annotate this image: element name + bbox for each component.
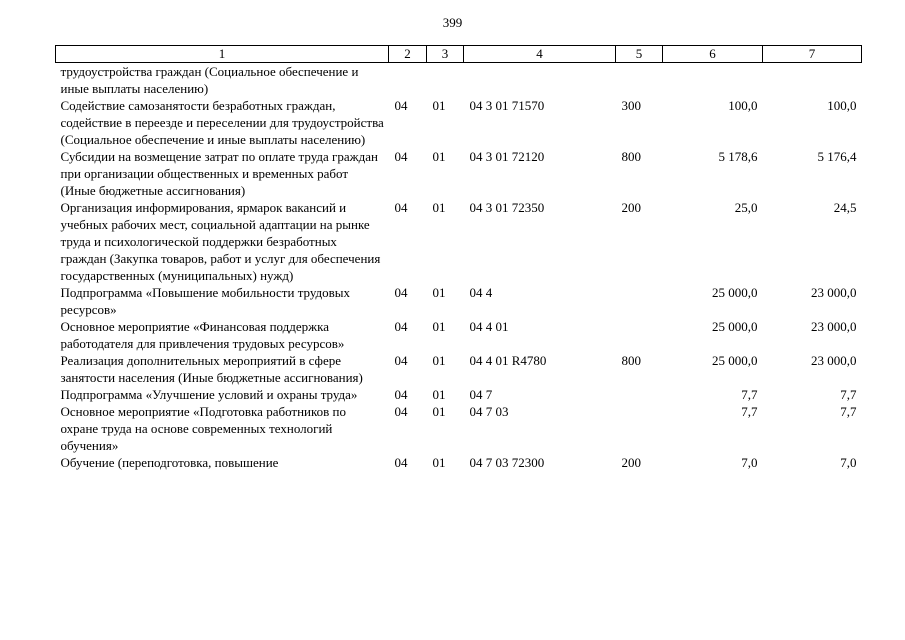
column-header: 5 (616, 46, 663, 63)
table-row (56, 63, 862, 98)
column-header: 1 (56, 46, 389, 63)
expense-type-cell (616, 318, 663, 352)
section-cell: 04 (394, 319, 408, 334)
column-header: 6 (663, 46, 763, 63)
target-article-cell: 04 4 (469, 285, 493, 300)
section-cell: 04 (394, 149, 408, 164)
table-row (56, 199, 862, 284)
amount-year1-cell: 7,7 (741, 404, 758, 419)
item-name-cell: Содействие самозанятости безработных граждан, содействие в переезде и переселении для трудоустройства (Социальное обеспечение и иные выплаты населению) (60, 98, 384, 147)
expense-type-cell (616, 63, 663, 98)
target-article-cell (464, 63, 616, 98)
subsection-cell: 01 (432, 200, 446, 215)
budget-table (55, 45, 862, 471)
amount-year2-cell: 23 000,0 (811, 285, 857, 300)
subsection-cell: 01 (432, 285, 446, 300)
column-header: 3 (427, 46, 464, 63)
expense-type-cell: 200 (621, 200, 641, 215)
amount-year2-cell: 24,5 (833, 200, 857, 215)
expense-type-cell (616, 403, 663, 454)
expense-type-cell (616, 284, 663, 318)
table-row (56, 148, 862, 199)
item-name-cell: трудоустройства граждан (Социальное обеспечение и иные выплаты населению) (60, 64, 359, 96)
table-row (56, 352, 862, 386)
section-cell: 04 (394, 285, 408, 300)
table-row (56, 386, 862, 403)
item-name-cell: Основное мероприятие «Подготовка работников по охране труда на основе современных технологий обучения» (60, 404, 346, 453)
subsection-cell (427, 63, 464, 98)
amount-year2-cell: 23 000,0 (811, 319, 857, 334)
target-article-cell: 04 4 01 R4780 (469, 353, 547, 368)
subsection-cell: 01 (432, 319, 446, 334)
amount-year1-cell: 25 000,0 (712, 285, 758, 300)
amount-year1-cell (663, 63, 763, 98)
item-name-cell: Субсидии на возмещение затрат по оплате труда граждан при организации общественных и временных работ (Иные бюджетные ассигнования) (60, 149, 378, 198)
amount-year1-cell: 25,0 (734, 200, 758, 215)
amount-year2-cell: 7,0 (840, 455, 857, 470)
subsection-cell: 01 (432, 98, 446, 113)
subsection-cell: 01 (432, 404, 446, 419)
target-article-cell: 04 7 03 (469, 404, 509, 419)
amount-year2-cell: 100,0 (827, 98, 857, 113)
expense-type-cell: 800 (621, 149, 641, 164)
amount-year2-cell (763, 63, 862, 98)
target-article-cell: 04 4 01 (469, 319, 509, 334)
target-article-cell: 04 3 01 71570 (469, 98, 545, 113)
amount-year1-cell: 25 000,0 (712, 319, 758, 334)
column-header: 4 (464, 46, 616, 63)
amount-year2-cell: 7,7 (840, 387, 857, 402)
page-number: 399 (442, 15, 463, 30)
amount-year2-cell: 23 000,0 (811, 353, 857, 368)
table-row (56, 318, 862, 352)
subsection-cell: 01 (432, 353, 446, 368)
amount-year2-cell: 5 176,4 (817, 149, 857, 164)
column-number-header-row (56, 46, 862, 63)
amount-year1-cell: 100,0 (728, 98, 758, 113)
section-cell: 04 (394, 98, 408, 113)
subsection-cell: 01 (432, 455, 446, 470)
table-row (56, 284, 862, 318)
target-article-cell: 04 7 (469, 387, 493, 402)
item-name-cell: Обучение (переподготовка, повышение (60, 455, 279, 470)
target-article-cell: 04 7 03 72300 (469, 455, 545, 470)
subsection-cell: 01 (432, 387, 446, 402)
section-cell: 04 (394, 404, 408, 419)
target-article-cell: 04 3 01 72120 (469, 149, 545, 164)
column-header: 2 (389, 46, 427, 63)
section-cell: 04 (394, 353, 408, 368)
amount-year2-cell: 7,7 (840, 404, 857, 419)
item-name-cell: Основное мероприятие «Финансовая поддержка работодателя для привлечения трудовых ресурсов» (60, 319, 345, 351)
item-name-cell: Организация информирования, ярмарок вакансий и учебных рабочих мест, социальной адаптации на рынке труда и психологической поддержки безработных граждан (Закупка товаров, работ и услуг для обеспечения государственных (муниципальных) нужд) (60, 200, 381, 283)
item-name-cell: Реализация дополнительных мероприятий в сфере занятости населения (Иные бюджетные ассигнования) (60, 353, 363, 385)
table-row (56, 403, 862, 454)
amount-year1-cell: 7,0 (741, 455, 758, 470)
amount-year1-cell: 5 178,6 (718, 149, 758, 164)
column-header: 7 (763, 46, 862, 63)
expense-type-cell: 300 (621, 98, 641, 113)
item-name-cell: Подпрограмма «Повышение мобильности трудовых ресурсов» (60, 285, 351, 317)
section-cell: 04 (394, 200, 408, 215)
expense-type-cell: 200 (621, 455, 641, 470)
section-cell (389, 63, 427, 98)
table-row (56, 97, 862, 148)
item-name-cell: Подпрограмма «Улучшение условий и охраны труда» (60, 387, 358, 402)
table-row (56, 454, 862, 471)
amount-year1-cell: 25 000,0 (712, 353, 758, 368)
section-cell: 04 (394, 387, 408, 402)
section-cell: 04 (394, 455, 408, 470)
subsection-cell: 01 (432, 149, 446, 164)
target-article-cell: 04 3 01 72350 (469, 200, 545, 215)
expense-type-cell: 800 (621, 353, 641, 368)
expense-type-cell (616, 386, 663, 403)
amount-year1-cell: 7,7 (741, 387, 758, 402)
